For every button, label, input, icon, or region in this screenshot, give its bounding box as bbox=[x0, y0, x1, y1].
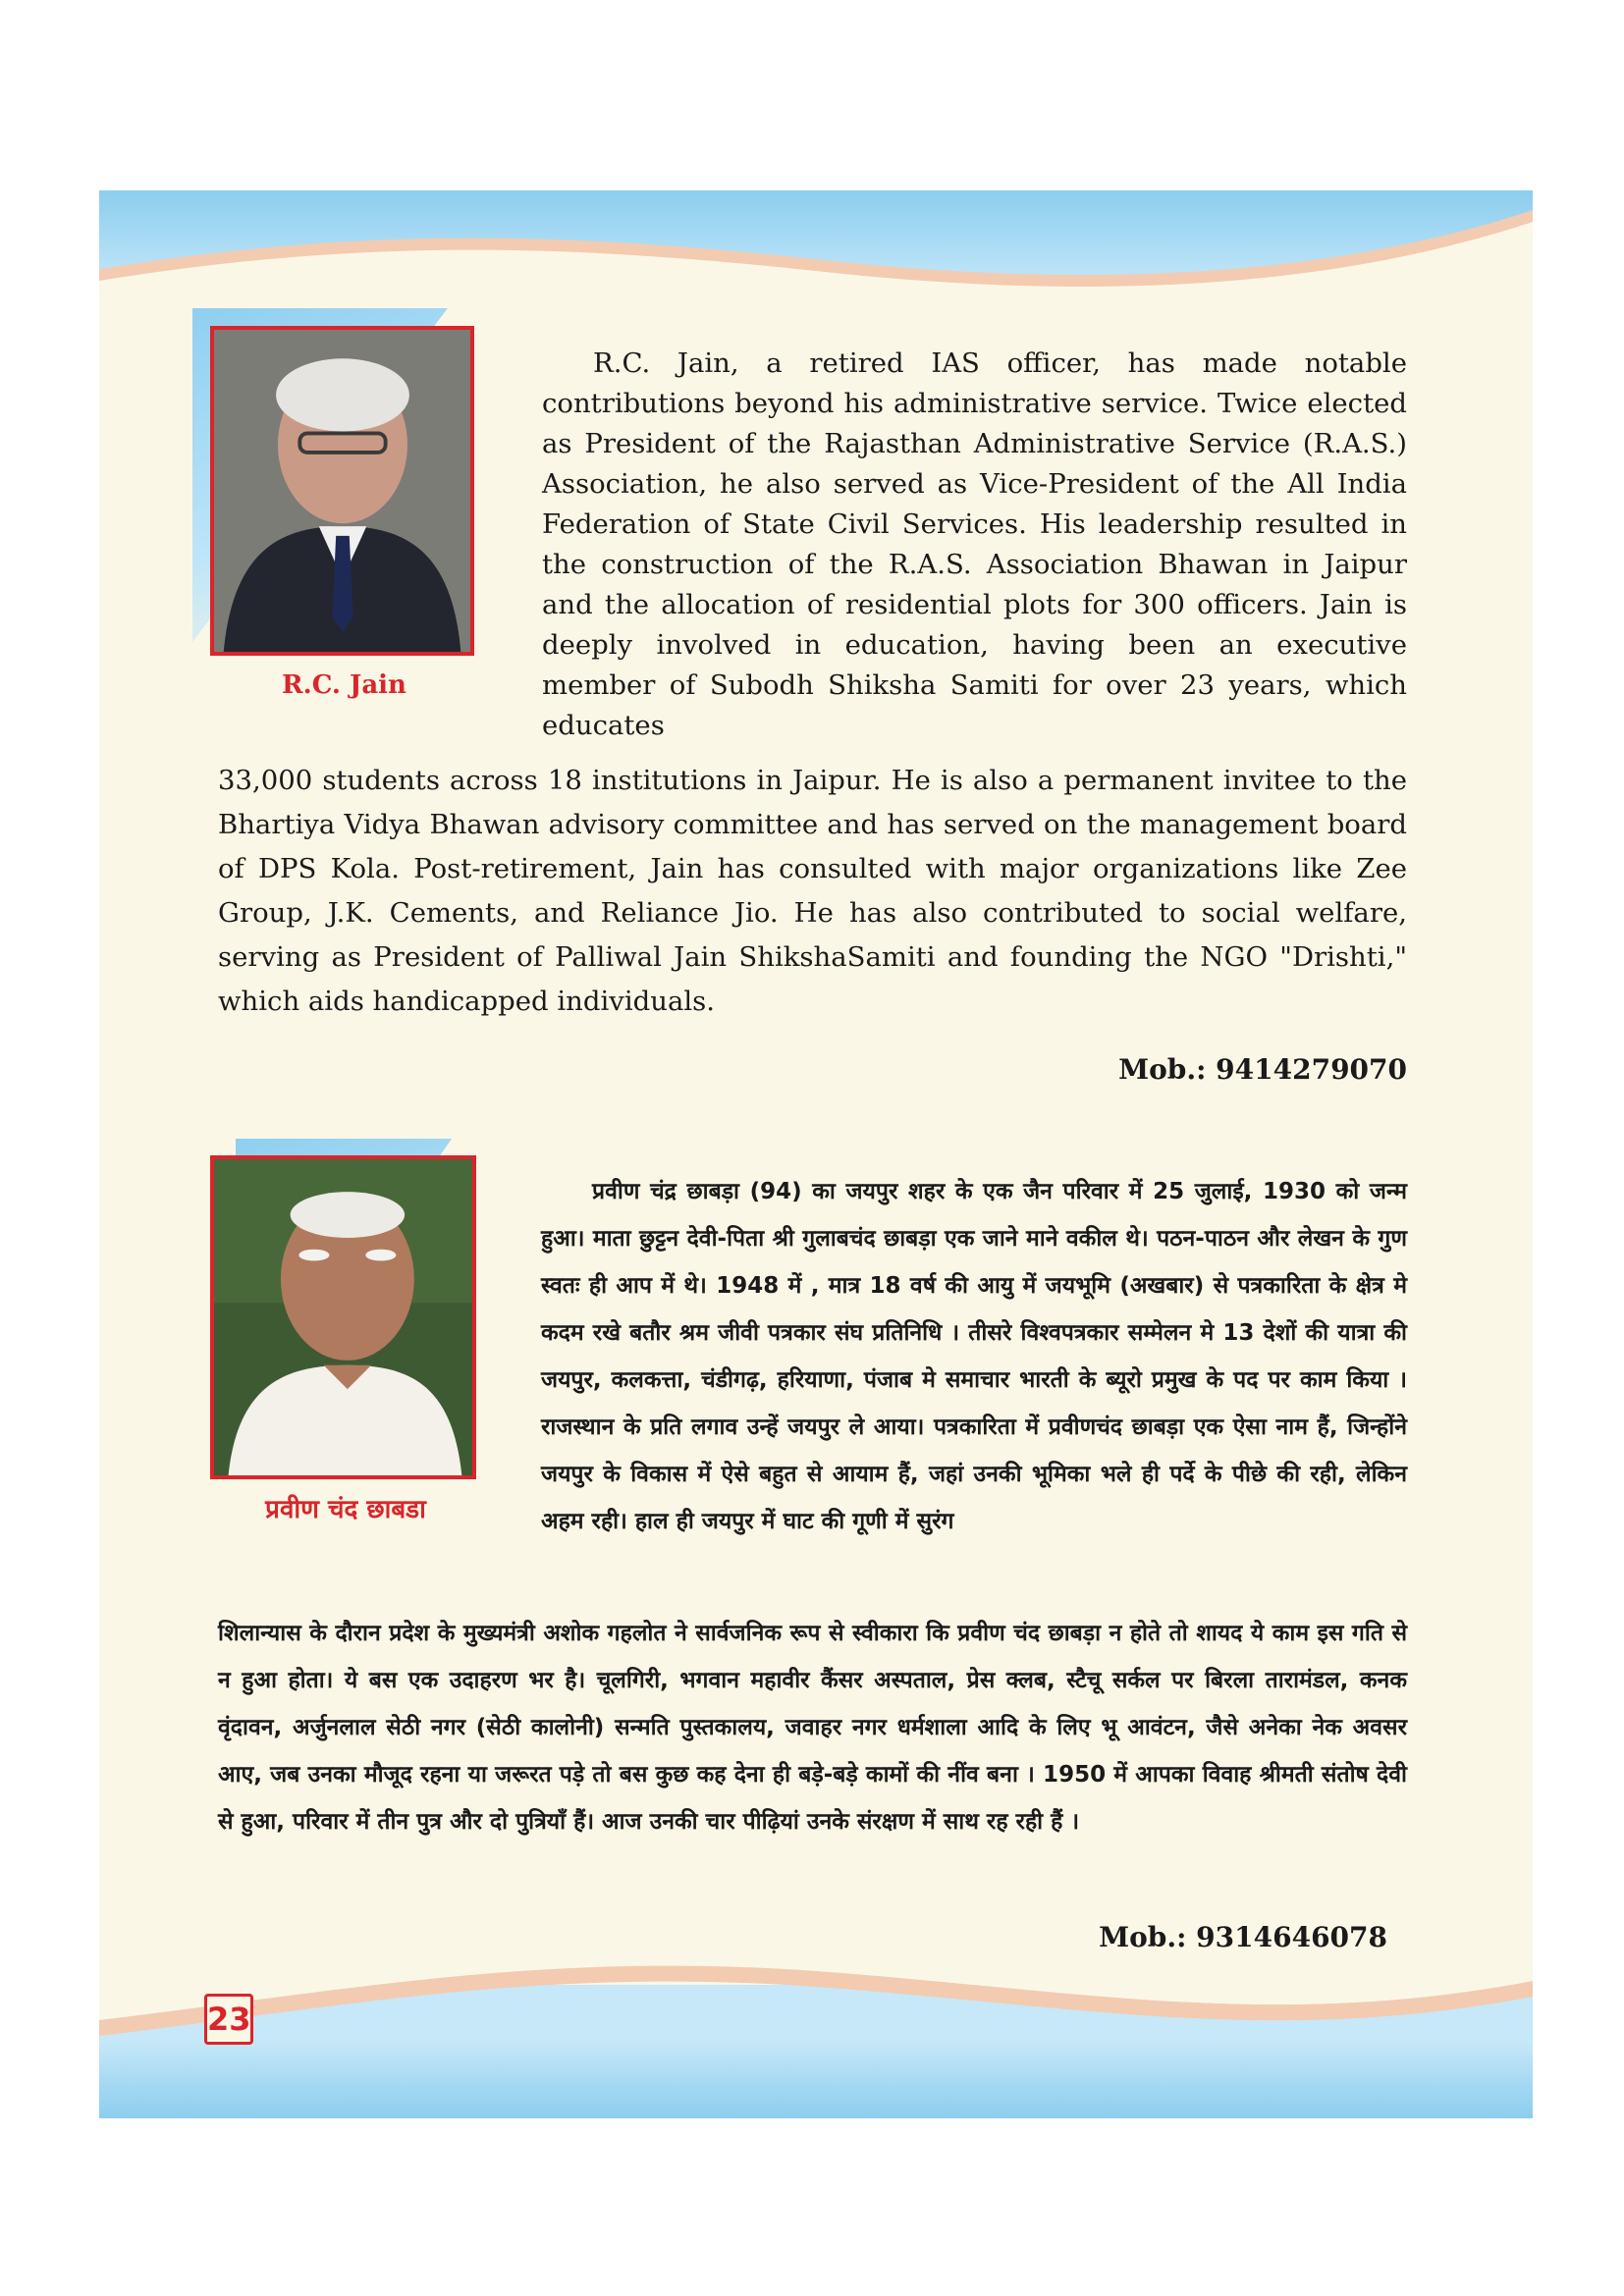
portrait-photo-icon bbox=[214, 330, 470, 652]
page-number: 23 bbox=[204, 1994, 253, 2045]
profile-1-photo-block bbox=[192, 308, 448, 662]
portrait-photo-icon bbox=[214, 1159, 472, 1475]
top-wave-decoration bbox=[99, 190, 1533, 328]
profile-2-caption: प्रवीण चंद छाबडा bbox=[265, 1495, 426, 1524]
profile-2-bio-full: शिलान्यास के दौरान प्रदेश के मुख्यमंत्री अशोक गहलोत ने सार्वजनिक रूप से स्वीकारा कि प्रवीण चंद छाबड़ा न होते तो शायद ये काम इस गति से न हुआ होता। ये बस एक उदाहरण भर है। चूलगिरी, भगवान महावीर कैंसर अस्पताल, प्रेस क्लब, स्टैचू सर्कल पर बिरला तारामंडल, कनक वृंदावन, अर्जुनलाल सेठी नगर (सेठी कालोनी) सन्मति पुस्तकालय, जवाहर नगर धर्मशाला आदि के लिए भू आवंटन, जैसे अनेका नेक अवसर आए, जब उनका मौजूद रहना या जरूरत पड़े तो बस कुछ कह देना ही बड़े-बड़े कामों की नींव बना । 1950 में आपका विवाह श्रीमती संतोष देवी से हुआ, परिवार में तीन पुत्र और दो पुत्रियाँ हैं। आज उनकी चार पीढ़ियां उनके संरक्षण में साथ रह रही हैं । bbox=[218, 1621, 1407, 1835]
profile-1-bio-wrapped: R.C. Jain, a retired IAS officer, has made notable contributions beyond his administrative service. Twice elected as President of the Rajasthan Administrative Service (R.A.S.) Association, he also served as Vice-President of the All India Federation of State Civil Services. His leadership resulted in the construction of the R.A.S. Association Bhawan in Jaipur and the allocation of residential plots for 300 officers. Jain is deeply involved in education, having been an executive member of Subodh Shiksha Samiti for over 23 years, which educates bbox=[542, 347, 1407, 741]
rc-jain-photo bbox=[210, 326, 474, 656]
profile-2-photo-block bbox=[236, 1139, 452, 1492]
profile-1-bio-full: 33,000 students across 18 institutions in Jaipur. He is also a permanent invitee to the Bhartiya Vidya Bhawan advisory committee and has served on the management board of DPS Kola. Post-retirement, Jain has consulted with major organizations like Zee Group, J.K. Cements, and Reliance Jio. He has also contributed to social welfare, serving as President of Palliwal Jain ShikshaSamiti and founding the NGO "Drishti," which aids handicapped individuals. bbox=[218, 765, 1407, 1017]
bottom-wave-decoration bbox=[99, 1951, 1533, 2118]
profile-1-caption: R.C. Jain bbox=[282, 670, 406, 700]
praveen-chand-photo bbox=[210, 1155, 476, 1479]
profile-2-bio-wrapped: प्रवीण चंद्र छाबड़ा (94) का जयपुर शहर के एक जैन परिवार में 25 जुलाई, 1930 को जन्म हुआ। माता छुट्टन देवी-पिता श्री गुलाबचंद छाबड़ा एक जाने माने वकील थे। पठन-पाठन और लेखन के गुण स्वतः ही आप में थे। 1948 में , मात्र 18 वर्ष की आयु में जयभूमि (अखबार) से पत्रकारिता के क्षेत्र मे कदम रखे बतौर श्रम जीवी पत्रकार संघ प्रतिनिधि । तीसरे विश्वपत्रकार सम्मेलन मे 13 देशों की यात्रा की जयपुर, कलकत्ता, चंडीगढ़, हरियाणा, पंजाब मे समाचार भारती के ब्यूरो प्रमुख के पद पर काम किया । राजस्थान के प्रति लगाव उन्हें जयपुर ले आया। पत्रकारिता में प्रवीणचंद छाबड़ा एक ऐसा नाम हैं, जिन्होंने जयपुर के विकास में ऐसे बहुत से आयाम हैं, जहां उनकी भूमिका भले ही पर्दे के पीछे की रही, लेकिन अहम रही। हाल ही जयपुर में घाट की गूणी में सुरंग bbox=[541, 1179, 1407, 1534]
profile-2-mobile: Mob.: 9314646078 bbox=[1099, 1921, 1387, 1953]
profile-1-mobile: Mob.: 9414279070 bbox=[1118, 1053, 1407, 1086]
